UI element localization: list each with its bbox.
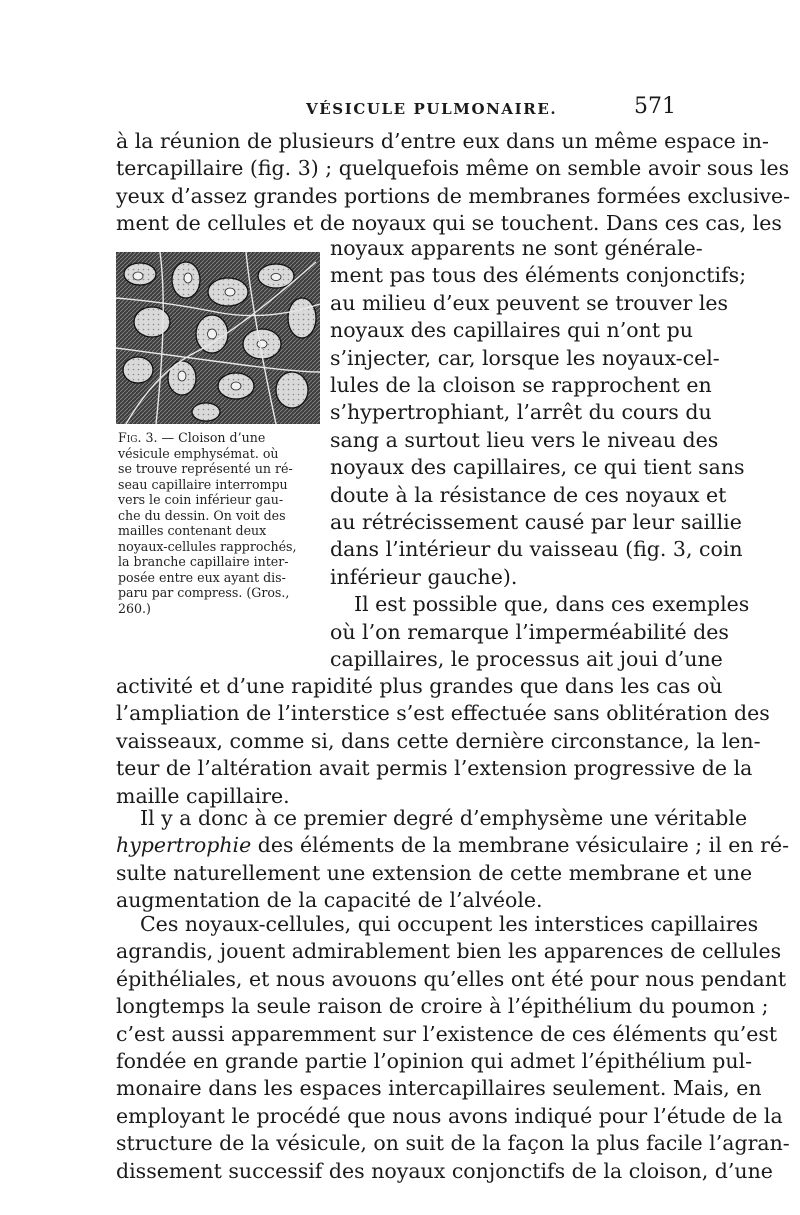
text-line: dissement successif des noyaux conjonctifs de la cloison, d’une xyxy=(116,1158,773,1183)
text-line: employant le procédé que nous avons indiqué pour l’étude de la xyxy=(116,1103,783,1128)
text-line: agrandis, jouent admirablement bien les apparences de cellules xyxy=(116,939,782,964)
caption-line: vésicule emphysémat. où xyxy=(118,445,279,461)
text-line: teur de l’altération avait permis l’extension progressive de la xyxy=(116,756,753,781)
text-line: Ces noyaux-cellules, qui occupent les interstices capillaires xyxy=(140,912,759,936)
text-line: noyaux apparents ne sont générale- xyxy=(330,236,703,260)
text-line: l’ampliation de l’interstice s’est effectuée sans oblitération des xyxy=(116,701,770,726)
emphasis-term: hypertrophie xyxy=(116,833,252,858)
text-line: s’hypertrophiant, l’arrêt du cours du xyxy=(330,400,712,425)
text-line: épithéliales, et nous avouons qu’elles ont été pour nous pendant xyxy=(116,966,787,991)
paragraph-4 xyxy=(116,805,789,915)
caption-line: mailles contenant deux xyxy=(118,523,267,538)
text-line: tercapillaire (fig. 3) ; quelquefois même on semble avoir sous les xyxy=(116,156,790,181)
text-line: longtemps la seule raison de croire à l’épithélium du poumon ; xyxy=(116,994,769,1019)
text-line: inférieur gauche). xyxy=(330,564,518,589)
text-line: sulte naturellement une extension de cette membrane et une xyxy=(116,860,753,885)
text-line: lules de la cloison se rapprochent en xyxy=(330,373,712,398)
caption-text: — Cloison d’une xyxy=(157,430,266,445)
text-line: fondée en grande partie l’opinion qui admet l’épithélium pul- xyxy=(116,1049,753,1074)
text-line: ment de cellules et de noyaux qui se touchent. Dans ces cas, les xyxy=(116,211,782,236)
text-line xyxy=(116,832,789,859)
caption-line: noyaux-cellules rapprochés, xyxy=(118,538,297,554)
caption-line: la branche capillaire inter- xyxy=(118,554,289,569)
caption-line: seau capillaire interrompu xyxy=(118,476,288,492)
paragraph-1 xyxy=(116,128,791,238)
text-line: noyaux des capillaires, ce qui tient sans xyxy=(330,455,745,480)
paragraph-2 xyxy=(330,235,750,674)
text-line: au milieu d’eux peuvent se trouver les xyxy=(330,290,729,315)
paragraph-5 xyxy=(116,911,790,1185)
figure-caption xyxy=(118,430,316,616)
text-line: yeux d’assez grandes portions de membranes formées exclusive- xyxy=(116,183,791,208)
text-line: vaisseaux, comme si, dans cette dernière circonstance, la len- xyxy=(116,728,761,753)
caption-line: che du dessin. On voit des xyxy=(118,507,286,523)
text-fragment: des éléments de la membrane vésiculaire ; il en ré- xyxy=(251,833,789,858)
paragraph-3 xyxy=(116,673,770,810)
caption-line: 260.) xyxy=(118,600,151,616)
text-line: Il y a donc à ce premier degré d’emphysème une véritable xyxy=(140,806,748,830)
text-line: activité et d’une rapidité plus grandes que dans les cas où xyxy=(116,674,723,698)
caption-line: posée entre eux ayant dis- xyxy=(118,569,286,585)
text-line: au rétrécissement causé par leur saillie xyxy=(330,510,742,535)
caption-line xyxy=(118,430,316,446)
running-head: VÉSICULE PULMONAIRE. xyxy=(306,100,558,118)
text-line: structure de la vésicule, on suit de la façon la plus facile l’agran- xyxy=(116,1131,790,1156)
text-line: s’injecter, car, lorsque les noyaux-cel- xyxy=(330,345,720,370)
text-line: c’est aussi apparemment sur l’existence de ces éléments qu’est xyxy=(116,1021,778,1046)
figure-3-engraving xyxy=(116,252,320,424)
emphysema-septum-illustration xyxy=(116,252,320,424)
text-line: noyaux des capillaires qui n’ont pu xyxy=(330,318,693,343)
caption-line: vers le coin inférieur gau- xyxy=(118,492,284,507)
text-line: sang a surtout lieu vers le niveau des xyxy=(330,427,719,452)
text-line: monaire dans les espaces intercapillaires seulement. Mais, en xyxy=(116,1076,762,1101)
text-line: capillaires, le processus ait joui d’une xyxy=(330,647,723,672)
text-line: où l’on remarque l’imperméabilité des xyxy=(330,619,729,644)
figure-label: Fig. 3. xyxy=(118,430,158,445)
text-line: dans l’intérieur du vaisseau (fig. 3, coin xyxy=(330,537,743,562)
page-number: 571 xyxy=(634,94,676,119)
text-line: Il est possible que, dans ces exemples xyxy=(354,592,750,617)
page-header xyxy=(116,94,676,128)
text-line: maille capillaire. xyxy=(116,783,290,808)
caption-line: paru par compress. (Gros., xyxy=(118,585,290,600)
text-line: à la réunion de plusieurs d’entre eux dans un même espace in- xyxy=(116,129,769,153)
caption-line: se trouve représenté un ré- xyxy=(118,461,293,476)
text-line: doute à la résistance de ces noyaux et xyxy=(330,482,727,507)
text-line: augmentation de la capacité de l’alvéole. xyxy=(116,888,543,913)
text-line: ment pas tous des éléments conjonctifs; xyxy=(330,263,747,288)
